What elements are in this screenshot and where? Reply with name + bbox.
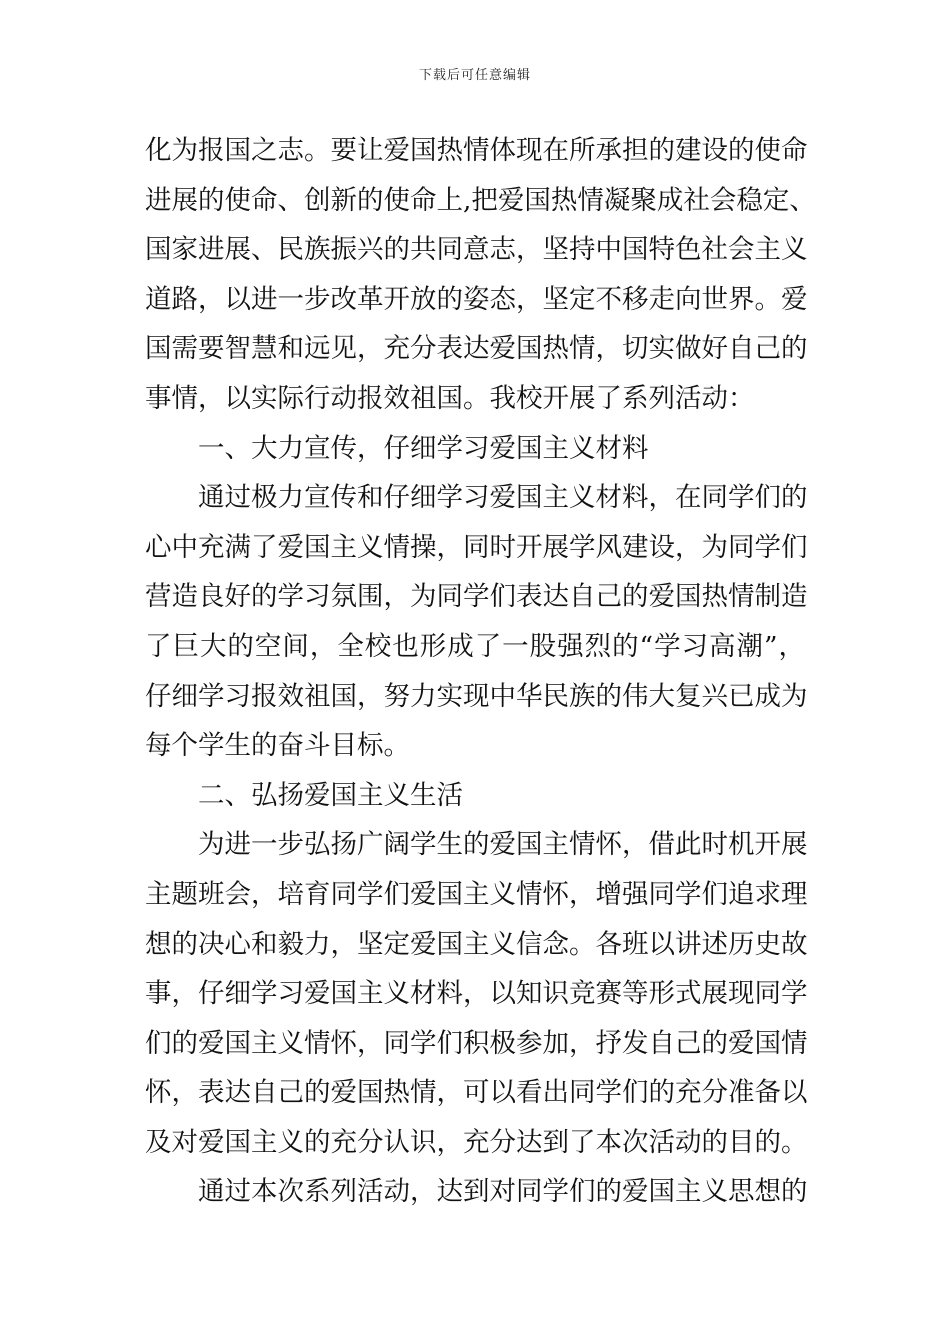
body-line: 进展的使命、创新的使命上,把爱国热情凝聚成社会稳定、 (145, 184, 816, 216)
body-line: 为进一步弘扬广阔学生的爱国主情怀，借此时机开展 (198, 829, 808, 861)
body-line: 每个学生的奋斗目标。 (145, 730, 410, 762)
page-header: 下载后可任意编辑 (418, 68, 531, 83)
body-line: 道路，以进一步改革开放的姿态，坚定不移走向世界。爱 (145, 283, 808, 315)
body-line: 主题班会，培育同学们爱国主义情怀，增强同学们追求理 (145, 878, 808, 910)
body-line: 事情，以实际行动报效祖国。我校开展了系列活动： (145, 382, 755, 414)
body-line: 事，仔细学习爱国主义材料，以知识竞赛等形式展现同学 (145, 978, 808, 1010)
body-line: 仔细学习报效祖国，努力实现中华民族的伟大复兴已成为 (145, 680, 808, 712)
section-heading: 一、大力宣传，仔细学习爱国主义材料 (198, 432, 649, 464)
section-heading: 二、弘扬爱国主义生活 (198, 779, 463, 811)
body-line: 通过本次系列活动，达到对同学们的爱国主义思想的 (198, 1176, 808, 1208)
body-line: 国家进展、民族振兴的共同意志，坚持中国特色社会主义 (145, 234, 808, 266)
body-line: 及对爱国主义的充分认识，充分达到了本次活动的目的。 (145, 1126, 808, 1158)
body-line: 们的爱国主义情怀，同学们积极参加，抒发自己的爱国情 (145, 1027, 808, 1059)
body-line: 化为报国之志。要让爱国热情体现在所承担的建设的使命 (145, 135, 808, 166)
body-line: 通过极力宣传和仔细学习爱国主义材料，在同学们的 (198, 482, 808, 514)
body-line: 营造良好的学习氛围，为同学们表达自己的爱国热情制造 (145, 581, 808, 613)
body-line: 了巨大的空间，全校也形成了一股强烈的“学习高潮”， (145, 630, 805, 662)
document-body (145, 126, 816, 1217)
body-line: 国需要智慧和远见，充分表达爱国热情，切实做好自己的 (145, 333, 808, 365)
body-line: 怀，表达自己的爱国热情，可以看出同学们的充分准备以 (145, 1077, 808, 1109)
body-line: 心中充满了爱国主义情操，同时开展学风建设，为同学们 (145, 531, 808, 563)
body-line: 想的决心和毅力，坚定爱国主义信念。各班以讲述历史故 (145, 928, 808, 960)
